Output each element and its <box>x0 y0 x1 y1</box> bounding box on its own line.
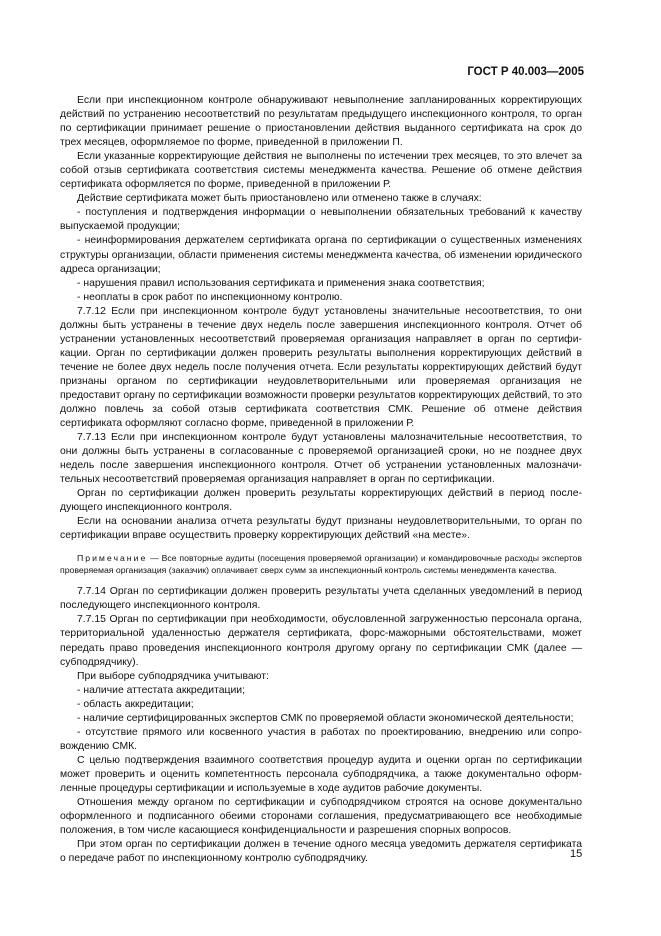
list-item: - поступления и подтверждения информации о невыполнении обязательных требований к качеству выпускаемой продукции; <box>60 207 582 233</box>
paragraph: Действие сертификата может быть приостановлено или отменено также в случаях: <box>77 193 482 205</box>
paragraph: Если на основании анализа отчета результаты будут признаны неудовлетворительными, то орган по сертификации вправе осуществить проверку корректирующих действий «на месте». <box>60 516 582 542</box>
paragraph: При этом орган по сертификации должен в течение одного месяца уведомить держателя сертификата о передаче работ по инспекционному контролю субподрядчику. <box>60 839 582 865</box>
list-item: - наличие сертифицированных экспертов СМК по проверяемой области экономической деятельности; <box>77 712 574 724</box>
paragraph: При выборе субподрядчика учитывают: <box>77 670 269 682</box>
list-item: - наличие аттестата аккредитации; <box>77 684 245 696</box>
page-number: 15 <box>570 848 583 860</box>
note-label: Примечание <box>77 552 148 563</box>
list-item: - область аккредитации; <box>77 698 194 710</box>
list-item: - неинформирования держателем сертификата органа по сертификации о существенных изменениях структуры организации, области применения системы менеджмента качества, об изменении юридического адреса организации; <box>60 235 582 275</box>
paragraph: Если указанные корректирующие действия не выполнены по истечении трех месяцев, то это влечет за собой отзыв сертификата соответствия системы менеджмента качества. Решение об отмене действия сертификата оформляется по форме, приведенной в приложении Р. <box>60 151 582 191</box>
paragraph: Если при инспекционном контроле обнаруживают невыполнение запланированных корректирующих действий по устранению несоответствий по результатам предыдущего инспекционного контроля, то орган по сертификации принимает решение о приостановлении действия выданного сертификата на срок до трех месяцев, оформляемое по форме, приведенной в приложении П. <box>60 95 582 149</box>
note-text: — Все повторные аудиты (посещения проверяемой организации) и командировочные расходы экспертов проверяемая организация (заказчик) оплачивает сверх сумм за инспекционный контроль системы менеджмента качества. <box>60 552 582 575</box>
list-item: - отсутствие прямого или косвенного участия в работах по проектированию, внедрению или сопровождению СМК. <box>60 726 582 752</box>
list-item: - неоплаты в срок работ по инспекционному контролю. <box>77 291 343 303</box>
list-item: - нарушения правил использования сертификата и применения знака соответствия; <box>77 277 485 289</box>
document-body <box>60 94 582 866</box>
note <box>60 552 582 577</box>
clause-7-7-12: 7.7.12 Если при инспекционном контроле будут установлены значительные несоответствия, то они должны быть устранены в течение двух недель после завершения инспекционного контроля. Отчет об устранении установленных несоответствий проверяемая организация направляет в орган по сертификации. Орган по сертификации должен проверить результаты выполнения корректирующих действий в течение не более двух недель после получения отчета. Если результаты корректирующих действий будут признаны органом по сертификации неудовлетворительными или проверяемая организация не предоставит органу по сертификации возможности проверки результатов корректирующих действий, то это должно повлечь за собой отзыв сертификата соответствия СМК. Решение об отмене действия сертификата оформляют согласно форме, приведенной в приложении Р. <box>60 305 582 430</box>
clause-7-7-15: 7.7.15 Орган по сертификации при необходимости, обусловленной загруженностью персонала органа, территориальной удаленностью держателя сертификата, форс-мажорными обстоятельствами, может передать право проведения инспекционного контроля другому органу по сертификации СМК (далее — субподрядчику). <box>60 614 582 668</box>
paragraph: Орган по сертификации должен проверить результаты корректирующих действий в период последующего инспекционного контроля. <box>60 488 582 514</box>
clause-7-7-14: 7.7.14 Орган по сертификации должен проверить результаты учета сделанных уведомлений в период последующего инспекционного контроля. <box>60 586 582 612</box>
document-header: ГОСТ Р 40.003—2005 <box>467 66 584 78</box>
paragraph: Отношения между органом по сертификации и субподрядчиком строятся на основе документально оформленного и подписанного обеими сторонами соглашения, предусматривающего все необходимые положения, в том числе касающиеся конфиденциальности и разрешения спорных вопросов. <box>60 797 582 837</box>
clause-7-7-13: 7.7.13 Если при инспекционном контроле будут установлены малозначительные несоответствия, то они должны быть устранены в согласованные с проверяемой организацией сроки, но не позднее двух недель после завершения инспекционного контроля. Отчет об устранении установленных малозначительных несоответствий проверяемая организация направляет в орган по сертификации. <box>60 432 582 486</box>
paragraph: С целью подтверждения взаимного соответствия процедур аудита и оценки орган по сертификации может проверить и оценить компетентность персонала субподрядчика, а также документально оформленные процедуры сертификации и используемые в ходе аудитов рабочие документы. <box>60 754 582 794</box>
